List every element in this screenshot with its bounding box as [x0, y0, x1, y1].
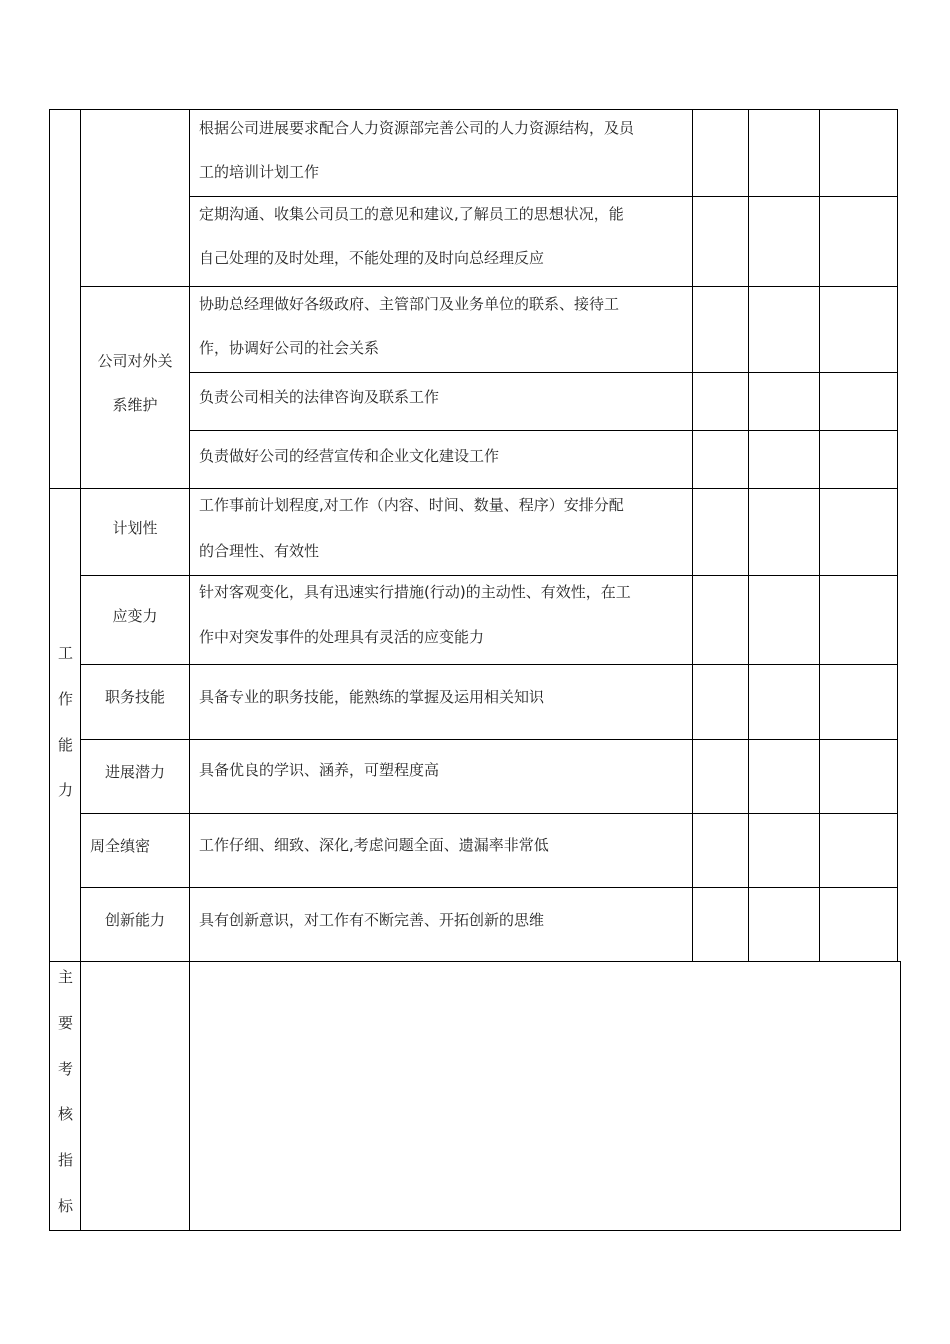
row-line [189, 430, 898, 431]
footer-label-char: 主 [57, 968, 73, 986]
footer-label-char: 考 [57, 1060, 73, 1078]
description-line: 作，协调好公司的社会关系 [199, 339, 380, 357]
description-line: 工的培训计划工作 [199, 163, 320, 181]
category-label: 计划性 [112, 519, 158, 537]
row-line [189, 372, 898, 373]
category-label: 周全缜密 [90, 837, 151, 855]
row-line [80, 887, 898, 888]
description-line: 负责做好公司的经营宣传和企业文化建设工作 [199, 447, 500, 465]
description-line: 的合理性、有效性 [199, 542, 320, 560]
category-label: 公司对外关 [97, 352, 173, 370]
footer-label-char: 核 [57, 1105, 73, 1123]
category-label: 应变力 [112, 607, 158, 625]
col-line-score1 [748, 109, 749, 962]
section-label-char: 作 [57, 690, 73, 708]
description-line: 作中对突发事件的处理具有灵活的应变能力 [199, 628, 485, 646]
row-line [189, 196, 898, 197]
table-border-top [49, 109, 898, 110]
description-line: 具备专业的职务技能，能熟练的掌握及运用相关知识 [199, 688, 545, 706]
category-label: 进展潜力 [104, 763, 165, 781]
row-line [80, 286, 898, 287]
footer-border-right [900, 961, 901, 1231]
category-label: 系维护 [112, 396, 158, 414]
footer-label-char: 要 [57, 1014, 73, 1032]
table-border-right [897, 109, 898, 962]
row-line [80, 739, 898, 740]
category-label: 创新能力 [104, 911, 165, 929]
description-line: 协助总经理做好各级政府、主管部门及业务单位的联系、接待工 [199, 295, 620, 313]
footer-label-char: 指 [57, 1151, 73, 1169]
description-line: 自己处理的及时处理，不能处理的及时向总经理反应 [199, 249, 545, 267]
description-line: 工作事前计划程度,对工作（内容、时间、数量、程序）安排分配 [199, 496, 624, 514]
row-line [80, 664, 898, 665]
footer-content-area[interactable] [190, 962, 900, 1230]
description-line: 具备优良的学识、涵养，可塑程度高 [199, 761, 440, 779]
description-line: 根据公司进展要求配合人力资源部完善公司的人力资源结构，及员 [199, 119, 635, 137]
col-line-desc [692, 109, 693, 962]
description-line: 定期沟通、收集公司员工的意见和建议,了解员工的思想状况，能 [199, 205, 624, 223]
row-line [80, 813, 898, 814]
category-label: 职务技能 [104, 688, 165, 706]
row-line [80, 575, 898, 576]
section-label-char: 工 [57, 644, 73, 662]
row-line [49, 488, 898, 489]
section-label-char: 力 [57, 781, 73, 799]
footer-label-char: 标 [57, 1197, 73, 1215]
description-line: 负责公司相关的法律咨询及联系工作 [199, 388, 440, 406]
col-line-score2 [819, 109, 820, 962]
description-line: 针对客观变化，具有迅速实行措施(行动)的主动性、有效性，在工 [199, 583, 631, 601]
footer-border-bottom [49, 1230, 901, 1231]
section-label-char: 能 [57, 736, 73, 754]
description-line: 具有创新意识，对工作有不断完善、开拓创新的思维 [199, 911, 545, 929]
description-line: 工作仔细、细致、深化,考虑问题全面、遗漏率非常低 [199, 836, 549, 854]
